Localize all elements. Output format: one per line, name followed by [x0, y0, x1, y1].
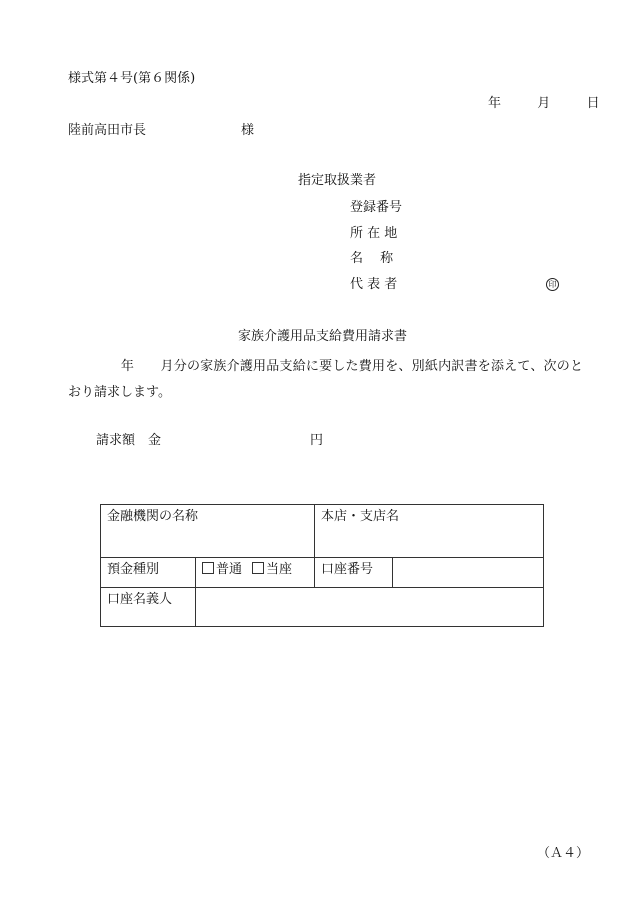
form-number: 様式第４号(第６関係) — [68, 71, 196, 86]
agent-title: 指定取扱業者 — [298, 173, 377, 188]
cell-account-holder-label — [101, 588, 196, 627]
addressee — [68, 123, 255, 138]
date-year: 年 — [488, 96, 502, 111]
label-account-holder: 口座名義人 — [107, 592, 173, 607]
cell-deposit-type-label — [101, 558, 196, 588]
field-name: 名 称 — [350, 251, 394, 266]
cell-account-number-value[interactable] — [393, 558, 544, 588]
label-deposit-type: 預金種別 — [107, 562, 160, 577]
amount-label: 請求額 金 — [96, 433, 162, 448]
paper-size-label: （Ａ４） — [537, 846, 590, 861]
label-institution-name: 金融機関の名称 — [107, 509, 199, 524]
date-day: 日 — [586, 96, 600, 111]
seal-mark: 印 — [546, 278, 559, 291]
cell-branch-name[interactable] — [315, 505, 544, 558]
option-ordinary-label: 普通 — [216, 562, 243, 577]
field-address: 所 在 地 — [350, 226, 398, 241]
amount-line — [96, 433, 324, 448]
document-title: 家族介護用品支給費用請求書 — [238, 329, 408, 344]
option-current-label: 当座 — [266, 562, 293, 577]
addressee-honorific: 様 — [241, 123, 255, 138]
checkbox-ordinary[interactable] — [202, 562, 214, 574]
amount-unit: 円 — [310, 433, 324, 448]
label-branch-name: 本店・支店名 — [321, 509, 400, 524]
field-registration-number: 登録番号 — [350, 200, 403, 215]
bank-account-table — [100, 504, 544, 627]
cell-institution-name[interactable] — [101, 505, 315, 558]
field-representative: 代 表 者 — [350, 277, 398, 292]
cell-account-number-label — [315, 558, 393, 588]
checkbox-current[interactable] — [252, 562, 264, 574]
date-month: 月 — [537, 96, 551, 111]
addressee-name: 陸前高田市長 — [68, 123, 147, 138]
date-line — [488, 97, 600, 110]
label-account-number: 口座番号 — [321, 562, 374, 577]
request-body-text: 年 月分の家族介護用品支給に要した費用を、別紙内訳書を添えて、次のとおり請求します。 — [68, 359, 583, 400]
cell-account-holder-value[interactable] — [196, 588, 544, 627]
cell-deposit-type-options — [196, 558, 315, 588]
